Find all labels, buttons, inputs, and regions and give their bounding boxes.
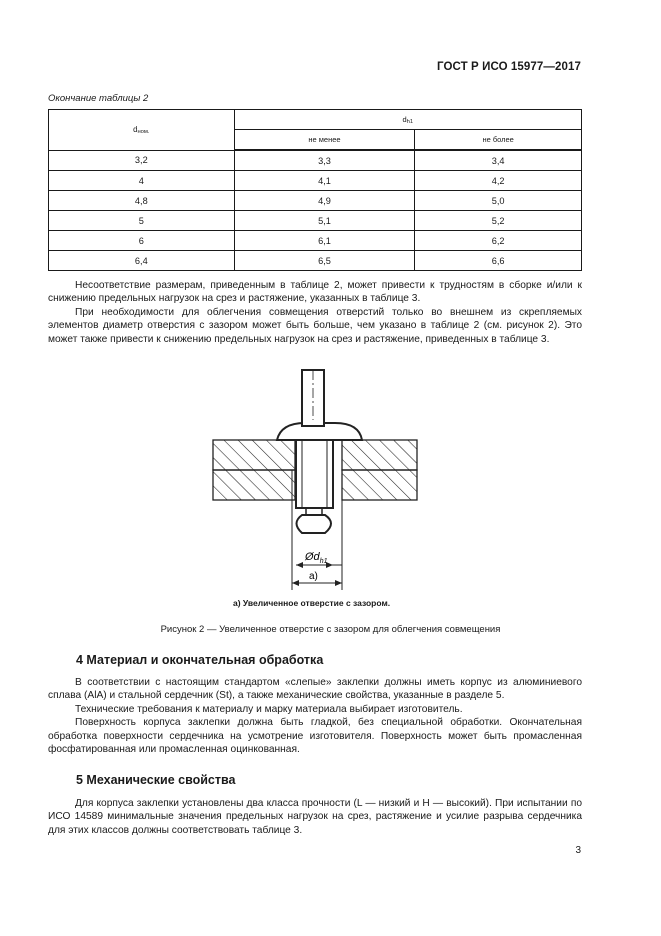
figure-caption: Рисунок 2 — Увеличенное отверстие с зазором для облегчения совмещения bbox=[160, 624, 501, 635]
paragraph: При необходимости для облегчения совмещения отверстий только во внешнем из скрепляемых элементов диаметр отверстия с зазором может быть больше, чем указано в таблице 2 (см. рисунок 2). Это может также привести к снижению предельных нагрузок на срез и растяжение, приведенных в таблице 3. bbox=[48, 306, 582, 345]
header-max: не более bbox=[415, 130, 582, 151]
body-text-block bbox=[48, 279, 582, 346]
document-header: ГОСТ Р ИСО 15977—2017 bbox=[436, 61, 581, 73]
cell-min: 6,5 bbox=[234, 251, 415, 271]
header-d-nom: dном. bbox=[49, 110, 235, 151]
table-row bbox=[49, 191, 582, 211]
paragraph: Несоответствие размерам, приведенным в таблице 2, может привести к трудностям в сборке и/или к снижению предельных нагрузок на срез и растяжение, указанных в таблице 3. bbox=[48, 280, 582, 305]
cell-max: 5,0 bbox=[415, 191, 582, 211]
section-4-heading: 4 Материал и окончательная обработка bbox=[76, 653, 324, 667]
cell-max: 6,6 bbox=[415, 251, 582, 271]
table-row bbox=[49, 251, 582, 271]
paragraph: В соответствии с настоящим стандартом «слепые» заклепки должны иметь корпус из алюминиевого сплава (AlA) и стальной сердечник (St), а также механические свойства, указанные в разделе 5. bbox=[48, 677, 582, 702]
paragraph: Поверхность корпуса заклепки должна быть гладкой, без специальной обработки. Окончательная обработка поверхности сердечника на усмотрение изготовителя. Поверхность может быть промасленная фосфатированная или промасленная оцинкованная. bbox=[48, 717, 582, 756]
table-row bbox=[49, 211, 582, 231]
table-caption: Окончание таблицы 2 bbox=[48, 93, 149, 104]
dimension-callout-a: a) bbox=[309, 571, 318, 582]
header-d-h1: dh1 bbox=[234, 110, 581, 130]
cell-min: 4,9 bbox=[234, 191, 415, 211]
header-min: не менее bbox=[234, 130, 415, 151]
table-row bbox=[49, 150, 582, 171]
cell-max: 6,2 bbox=[415, 231, 582, 251]
cell-nom: 4,8 bbox=[49, 191, 235, 211]
cell-max: 3,4 bbox=[415, 150, 582, 171]
cell-max: 5,2 bbox=[415, 211, 582, 231]
dimensions-table bbox=[48, 109, 582, 271]
section-5-body bbox=[48, 797, 582, 837]
section-5-heading: 5 Механические свойства bbox=[76, 773, 236, 787]
rivet-figure bbox=[205, 365, 425, 595]
cell-nom: 4 bbox=[49, 171, 235, 191]
figure-note: a) Увеличенное отверстие с зазором. bbox=[233, 598, 391, 608]
cell-nom: 5 bbox=[49, 211, 235, 231]
cell-min: 4,1 bbox=[234, 171, 415, 191]
paragraph: Технические требования к материалу и марку материала выбирает изготовитель. bbox=[75, 703, 463, 715]
cell-nom: 6 bbox=[49, 231, 235, 251]
cell-nom: 6,4 bbox=[49, 251, 235, 271]
table-row bbox=[49, 231, 582, 251]
paragraph: Для корпуса заклепки установлены два класса прочности (L — низкий и H — высокий). При испытании по ИСО 14589 минимальные значения предельных нагрузок на срез, растяжение и усилие разрыва сердечника для этих классов должны соответствовать таблице 3. bbox=[48, 798, 582, 836]
page-number: 3 bbox=[575, 845, 581, 856]
cell-min: 6,1 bbox=[234, 231, 415, 251]
cell-min: 5,1 bbox=[234, 211, 415, 231]
table-row bbox=[49, 171, 582, 191]
dimension-label-dh1: $Ød_{h1}$ bbox=[305, 551, 328, 565]
cell-nom: 3,2 bbox=[49, 150, 235, 171]
section-4-body bbox=[48, 676, 582, 756]
cell-min: 3,3 bbox=[234, 150, 415, 171]
cell-max: 4,2 bbox=[415, 171, 582, 191]
